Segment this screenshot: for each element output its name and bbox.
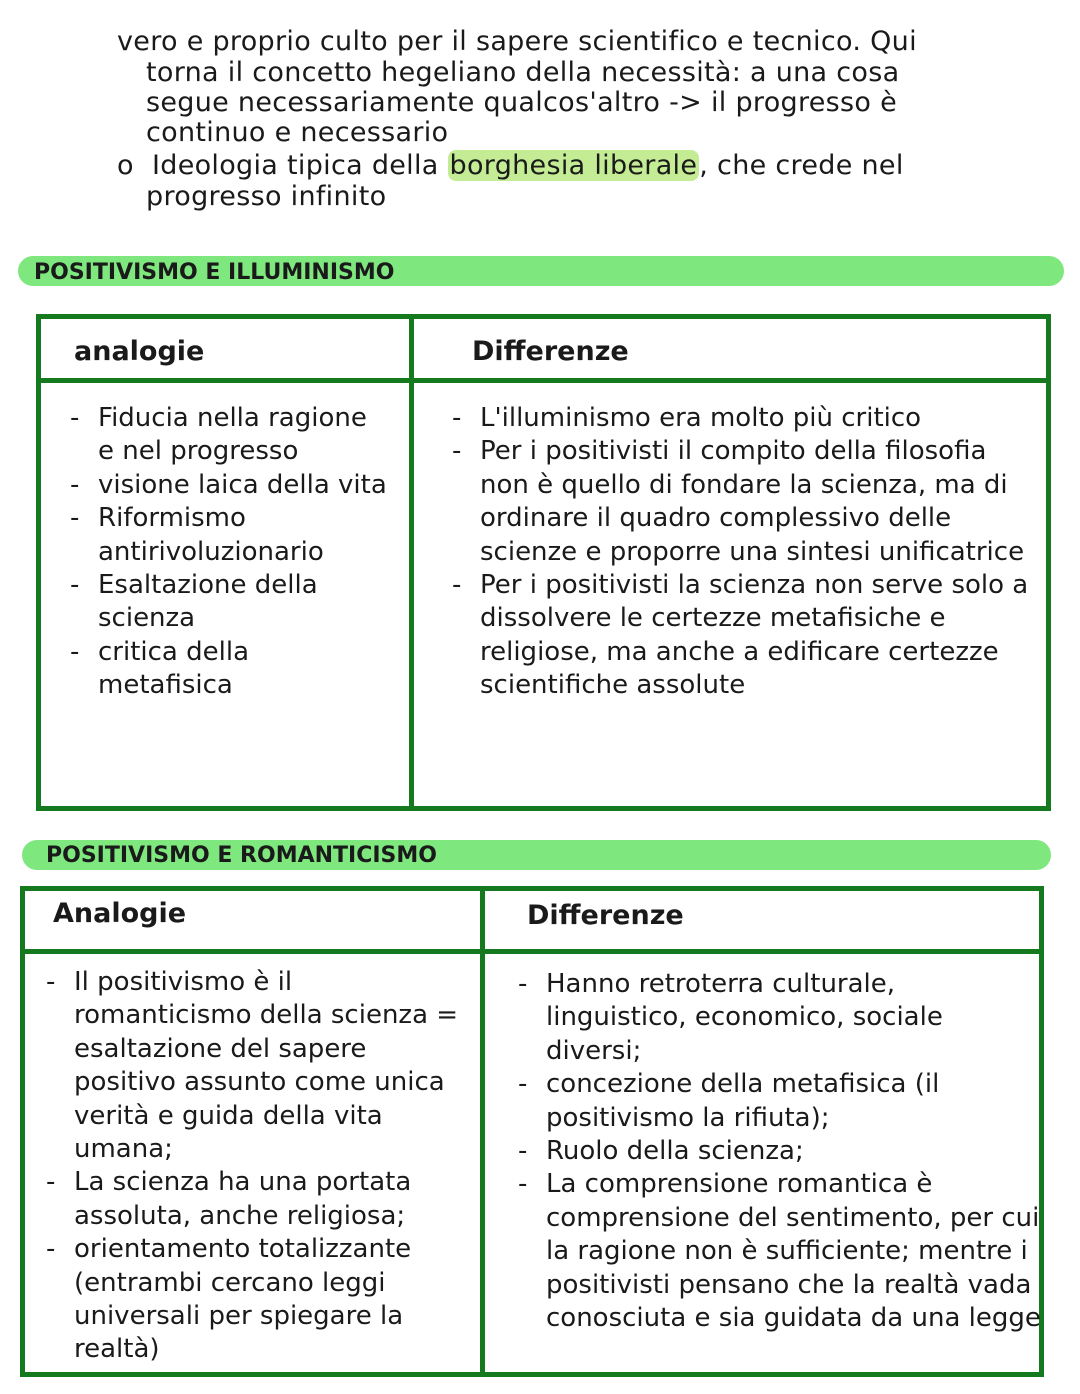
list-item: - Esaltazione della scienza [70, 569, 390, 636]
bullet-marker: o [117, 150, 134, 181]
table-column-divider [480, 886, 485, 1377]
column-header-analogie: analogie [74, 336, 205, 367]
column-header-differenze: Differenze [472, 336, 629, 367]
list-item: - L'illuminismo era molto più critico [452, 402, 1042, 435]
table-header-divider [20, 949, 1044, 954]
intro-bullet-continuation: progresso infinito [146, 181, 387, 212]
list-item: - Riformismo antirivoluzionario [70, 502, 390, 569]
highlighted-text: borghesia liberale [449, 150, 698, 181]
table-header-divider [36, 378, 1051, 383]
list-item: - Ruolo della scienza; [518, 1135, 1042, 1168]
section-title-romanticismo: POSITIVISMO E ROMANTICISMO [46, 843, 437, 868]
intro-line-2: torna il concetto hegeliano della necessità: a una cosa [146, 57, 900, 88]
list-item: - critica della metafisica [70, 636, 390, 703]
list-item: - orientamento totalizzante (entrambi cercano leggi universali per spiegare la realtà) [46, 1233, 474, 1367]
list-item: - Hanno retroterra culturale, linguistico, economico, sociale diversi; [518, 968, 1042, 1068]
table-column-divider [409, 314, 414, 811]
intro-bullet-line [152, 151, 904, 181]
list-item: - La comprensione romantica è comprensione del sentimento, per cui la ragione non è sufficiente; mentre i positivisti pensano che la realtà vada conosciuta e sia guidata da una legge [518, 1168, 1042, 1335]
column-header-differenze: Differenze [527, 900, 684, 931]
differenze-list [518, 968, 1042, 1335]
differenze-list [452, 402, 1042, 703]
intro-line-4: continuo e necessario [146, 117, 449, 148]
analogie-list [46, 966, 474, 1367]
bullet-text-post: , che crede nel [699, 150, 904, 181]
section-title-illuminismo: POSITIVISMO E ILLUMINISMO [34, 260, 395, 285]
list-item: - concezione della metafisica (il positivismo la rifiuta); [518, 1068, 1042, 1135]
list-item: - Per i positivisti la scienza non serve solo a dissolvere le certezze metafisiche e religiose, ma anche a edificare certezze scientifiche assolute [452, 569, 1042, 703]
bullet-text-pre: Ideologia tipica della [152, 150, 448, 181]
list-item: - visione laica della vita [70, 469, 390, 502]
list-item: - Fiducia nella ragione e nel progresso [70, 402, 390, 469]
intro-line-3: segue necessariamente qualcos'altro -> il progresso è [146, 87, 898, 118]
column-header-analogie: Analogie [53, 898, 187, 929]
list-item: - La scienza ha una portata assoluta, anche religiosa; [46, 1166, 474, 1233]
list-item: - Il positivismo è il romanticismo della scienza = esaltazione del sapere positivo assunto come unica verità e guida della vita umana; [46, 966, 474, 1166]
intro-line-1: vero e proprio culto per il sapere scientifico e tecnico. Qui [117, 26, 917, 57]
list-item: - Per i positivisti il compito della filosofia non è quello di fondare la scienza, ma di ordinare il quadro complessivo delle scienze e proporre una sintesi unificatrice [452, 435, 1042, 569]
analogie-list [70, 402, 390, 703]
